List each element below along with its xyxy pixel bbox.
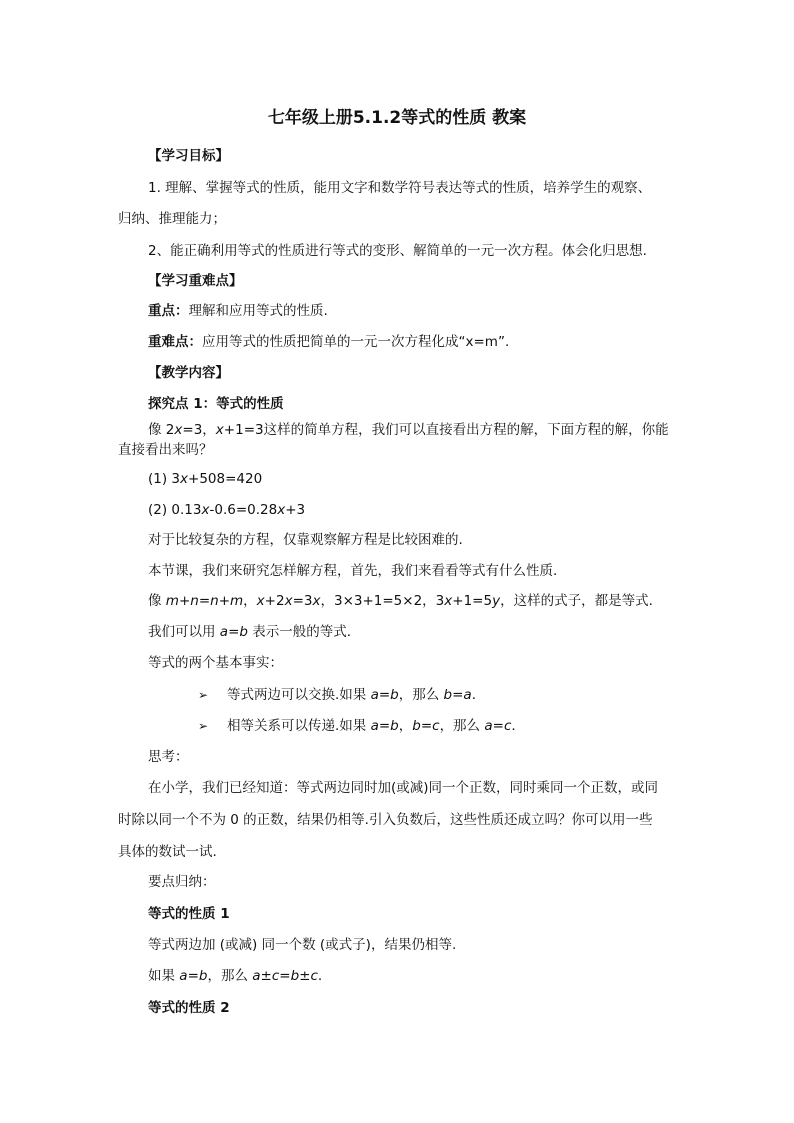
content-heading: 【教学内容】 (148, 365, 229, 381)
fact-1: 等式两边可以交换.如果 a=b，那么 b=a. (227, 687, 476, 703)
page-title: 七年级上册5.1.2等式的性质 教案 (267, 108, 527, 128)
paragraph-2: 对于比较复杂的方程，仅靠观察解方程是比较困难的. (148, 532, 463, 548)
paragraph-6: 等式的两个基本事实： (148, 655, 283, 671)
arrow-bullet-icon: ➢ (198, 719, 209, 733)
fact-2: 相等关系可以传递.如果 a=b，b=c，那么 a=c. (227, 718, 516, 734)
paragraph-3: 本节课，我们来研究怎样解方程，首先，我们来看看等式有什么性质. (148, 563, 558, 579)
objectives-heading: 【学习目标】 (148, 148, 229, 164)
property-1-formula: 如果 a=b，那么 a±c=b±c. (148, 968, 323, 984)
key-point-text: 理解和应用等式的性质. (188, 303, 328, 319)
paragraph-7-line-2: 时除以同一个不为 0 的正数，结果仍相等.引入负数后，这些性质还成立吗？你可以用一些 (118, 812, 653, 828)
objective-2: 2、能正确利用等式的性质进行等式的变形、解简单的一元一次方程。体会化归思想. (148, 243, 647, 259)
arrow-bullet-icon: ➢ (198, 688, 209, 702)
key-point-label: 重点： (148, 303, 189, 319)
equation-2: (2) 0.13x-0.6=0.28x+3 (148, 502, 306, 518)
paragraph-7-line-3: 具体的数试一试. (118, 844, 217, 860)
property-1-text: 等式两边加 (或减) 同一个数 (或式子)，结果仍相等. (148, 937, 457, 953)
objective-1-line-2: 归纳、推理能力； (118, 211, 226, 227)
paragraph-5: 我们可以用 a=b 表示一般的等式. (148, 624, 352, 640)
property-2-heading: 等式的性质 2 (148, 1000, 230, 1016)
think-label: 思考： (148, 749, 189, 765)
equation-1: (1) 3x+508=420 (148, 471, 263, 487)
key-point (148, 302, 328, 320)
property-1-heading: 等式的性质 1 (148, 906, 230, 922)
key-points-heading: 【学习重难点】 (148, 273, 243, 289)
paragraph-7-line-1: 在小学，我们已经知道：等式两边同时加(或减)同一个正数，同时乘同一个正数，或同 (148, 780, 659, 796)
paragraph-1-line-1: 像 2x=3，x+1=3这样的简单方程，我们可以直接看出方程的解，下面方程的解，你能 (148, 422, 669, 438)
summary-label: 要点归纳： (148, 874, 216, 890)
explore-heading: 探究点 1：等式的性质 (148, 396, 284, 412)
difficult-point-label: 重难点： (148, 334, 202, 350)
paragraph-1-line-2: 直接看出来吗？ (118, 442, 213, 458)
paragraph-4: 像 m+n=n+m，x+2x=3x，3×3+1=5×2，3x+1=5y，这样的式子，都是等式. (148, 593, 653, 609)
objective-1-line-1: 1. 理解、掌握等式的性质，能用文字和数学符号表达等式的性质，培养学生的观察、 (148, 180, 652, 196)
difficult-point (148, 333, 509, 351)
difficult-point-text: 应用等式的性质把简单的一元一次方程化成“x=m”. (202, 334, 510, 350)
